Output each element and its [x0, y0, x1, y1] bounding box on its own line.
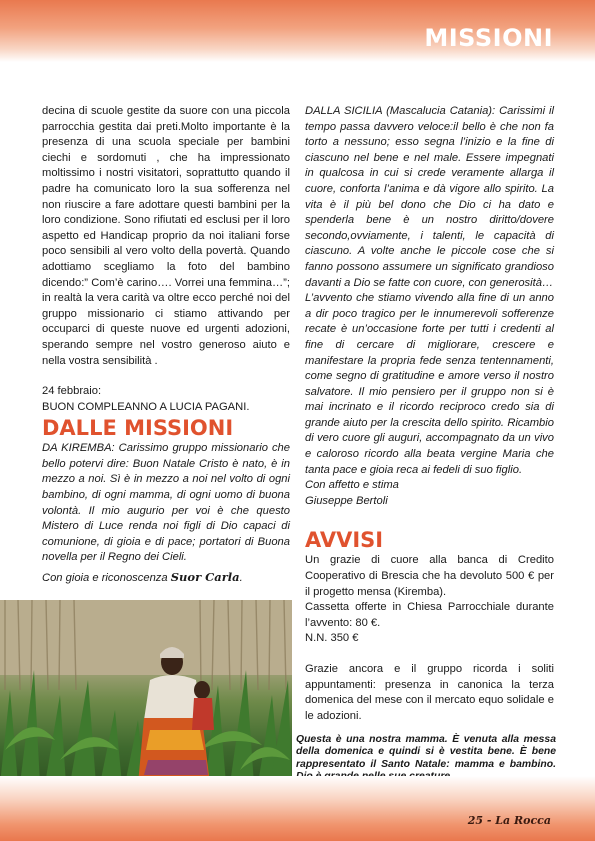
sicilia-letter: DALLA SICILIA (Mascalucia Catania): Carissimi il tempo passa davvero veloce:il bello è che non fa torto a nessuno; esso segna l’inizio e la fine di ciascuno nel bene e nel male. Essere impegnati in qualcosa in cui si crede veramente allarga il cuore, conforta l’anima e dà vigore allo spirito. La vita è il più bel dono che Dio ci ha dato e spenderla bene è un nostro diritto/dovere secondo,ovviamente, i talenti, le capacità di ciascuno. A volte anche le piccole cose che si fanno possono assumere un significato grandioso davanti a Dio se fatte con cuore, con generosità…: [305, 105, 554, 289]
kiremba-closing: [42, 570, 290, 587]
date-line: 24 febbraio:: [42, 385, 102, 398]
photo-caption: Questa è una nostra mamma. È venuta alla messa della domenica e quindi si è vestita bene. È bene rappresentato il Santo Natale: mamma e bambino.: [296, 734, 556, 770]
signature-suor-carla: Suor Carla: [170, 570, 240, 585]
right-column: [305, 104, 554, 724]
birthday-line: BUON COMPLEANNO A LUCIA PAGANI.: [42, 400, 250, 413]
collection-paragraph: Cassetta offerte in Chiesa Parrocchiale durante l’avvento: 80 €.: [305, 601, 554, 629]
avvisi-heading: AVVISI: [305, 528, 384, 553]
footer-band: [0, 776, 595, 841]
left-column: [42, 104, 290, 587]
section-title: MISSIONI: [424, 24, 553, 52]
sicilia-signature: Giuseppe Bertoli: [305, 494, 388, 507]
advent-paragraph: L’avvento che stiamo vivendo alla fine di un anno a dir poco tragico per le innumerevoli sofferenze recate è un’occasione forte per tutti i credenti al fine di cercare di migliorare, crescere e manifestare la propria fede senza tentennamenti, come segno di gratitudine e amore verso il nostro salvatore. Il mio pensiero per il gruppo non si è mai incrinato e il ricordo reciproco credo sia di grande aiuto per la crescita dello spirito. Ricambio di vero cuore gli auguri, accompagnato da un vivo e caloroso ricordo alla beata vergine Maria che tanta pace e gioia reca ai fedeli di suo figlio.: [305, 292, 554, 476]
closing-text: Con gioia e riconoscenza: [42, 572, 168, 585]
closing-end: .: [239, 572, 243, 585]
missions-heading: DALLE MISSIONI: [42, 416, 234, 441]
thanks-paragraph: Un grazie di cuore alla banca di Credito Cooperativo di Brescia che ha devoluto 500 € per il progetto mensa (Kiremba).: [305, 554, 554, 598]
sicilia-closing: Con affetto e stima: [305, 479, 399, 492]
reminder-paragraph: Grazie ancora e il gruppo ricorda i soliti appuntamenti: presenza in canonica la terza domenica del mese con il mercato equo solidale e le adozioni.: [305, 663, 554, 722]
page-footer: 25 - La Rocca: [467, 814, 551, 827]
intro-paragraph: decina di scuole gestite da suore con una piccola parrocchia gestita dai preti.Molto importante è la presenza di una scuola speciale per bambini ciechi e sordomuti , che ha impressionato moltissimo i nostri visitatori, soprattutto quando il padre ha comunicato loro la sua sofferenza nel non riuscire a fare adottare questi bambini per la loro condizione. Sono rifiutati ed esclusi per il loro aspetto ed Handicap proprio da noi italiani forse poco sensibili al vero volto della povertà. Quando adottiamo scegliamo la foto del bambino dicendo:” Com’è carino…. Vorrei una femmina…”; in realtà la vera carità va oltre ecco perché noi del gruppo missionario ci stiamo attivando per occuparci di queste nuove ed urgenti adozioni, sperando sempre nel vostro generoso aiuto e nella vostra sensibilità .: [42, 105, 290, 367]
mother-child-photo: [0, 600, 292, 784]
nn-line: N.N. 350 €: [305, 632, 359, 645]
kiremba-letter: DA KIREMBA: Carissimo gruppo missionario che bello potervi dire: Buon Natale Cristo è nato, è in mezzo a noi. Sì è in mezzo a noi nel volto di ogni bambino, di ogni mamma, di ogni uomo di buona volontà. Il mio augurio per voi è che questo Mistero di Luce renda noi figli di Dio capaci di comunione, di gioia e di pace; portatori di Buona novella per il Regno dei Cieli.: [42, 442, 290, 564]
